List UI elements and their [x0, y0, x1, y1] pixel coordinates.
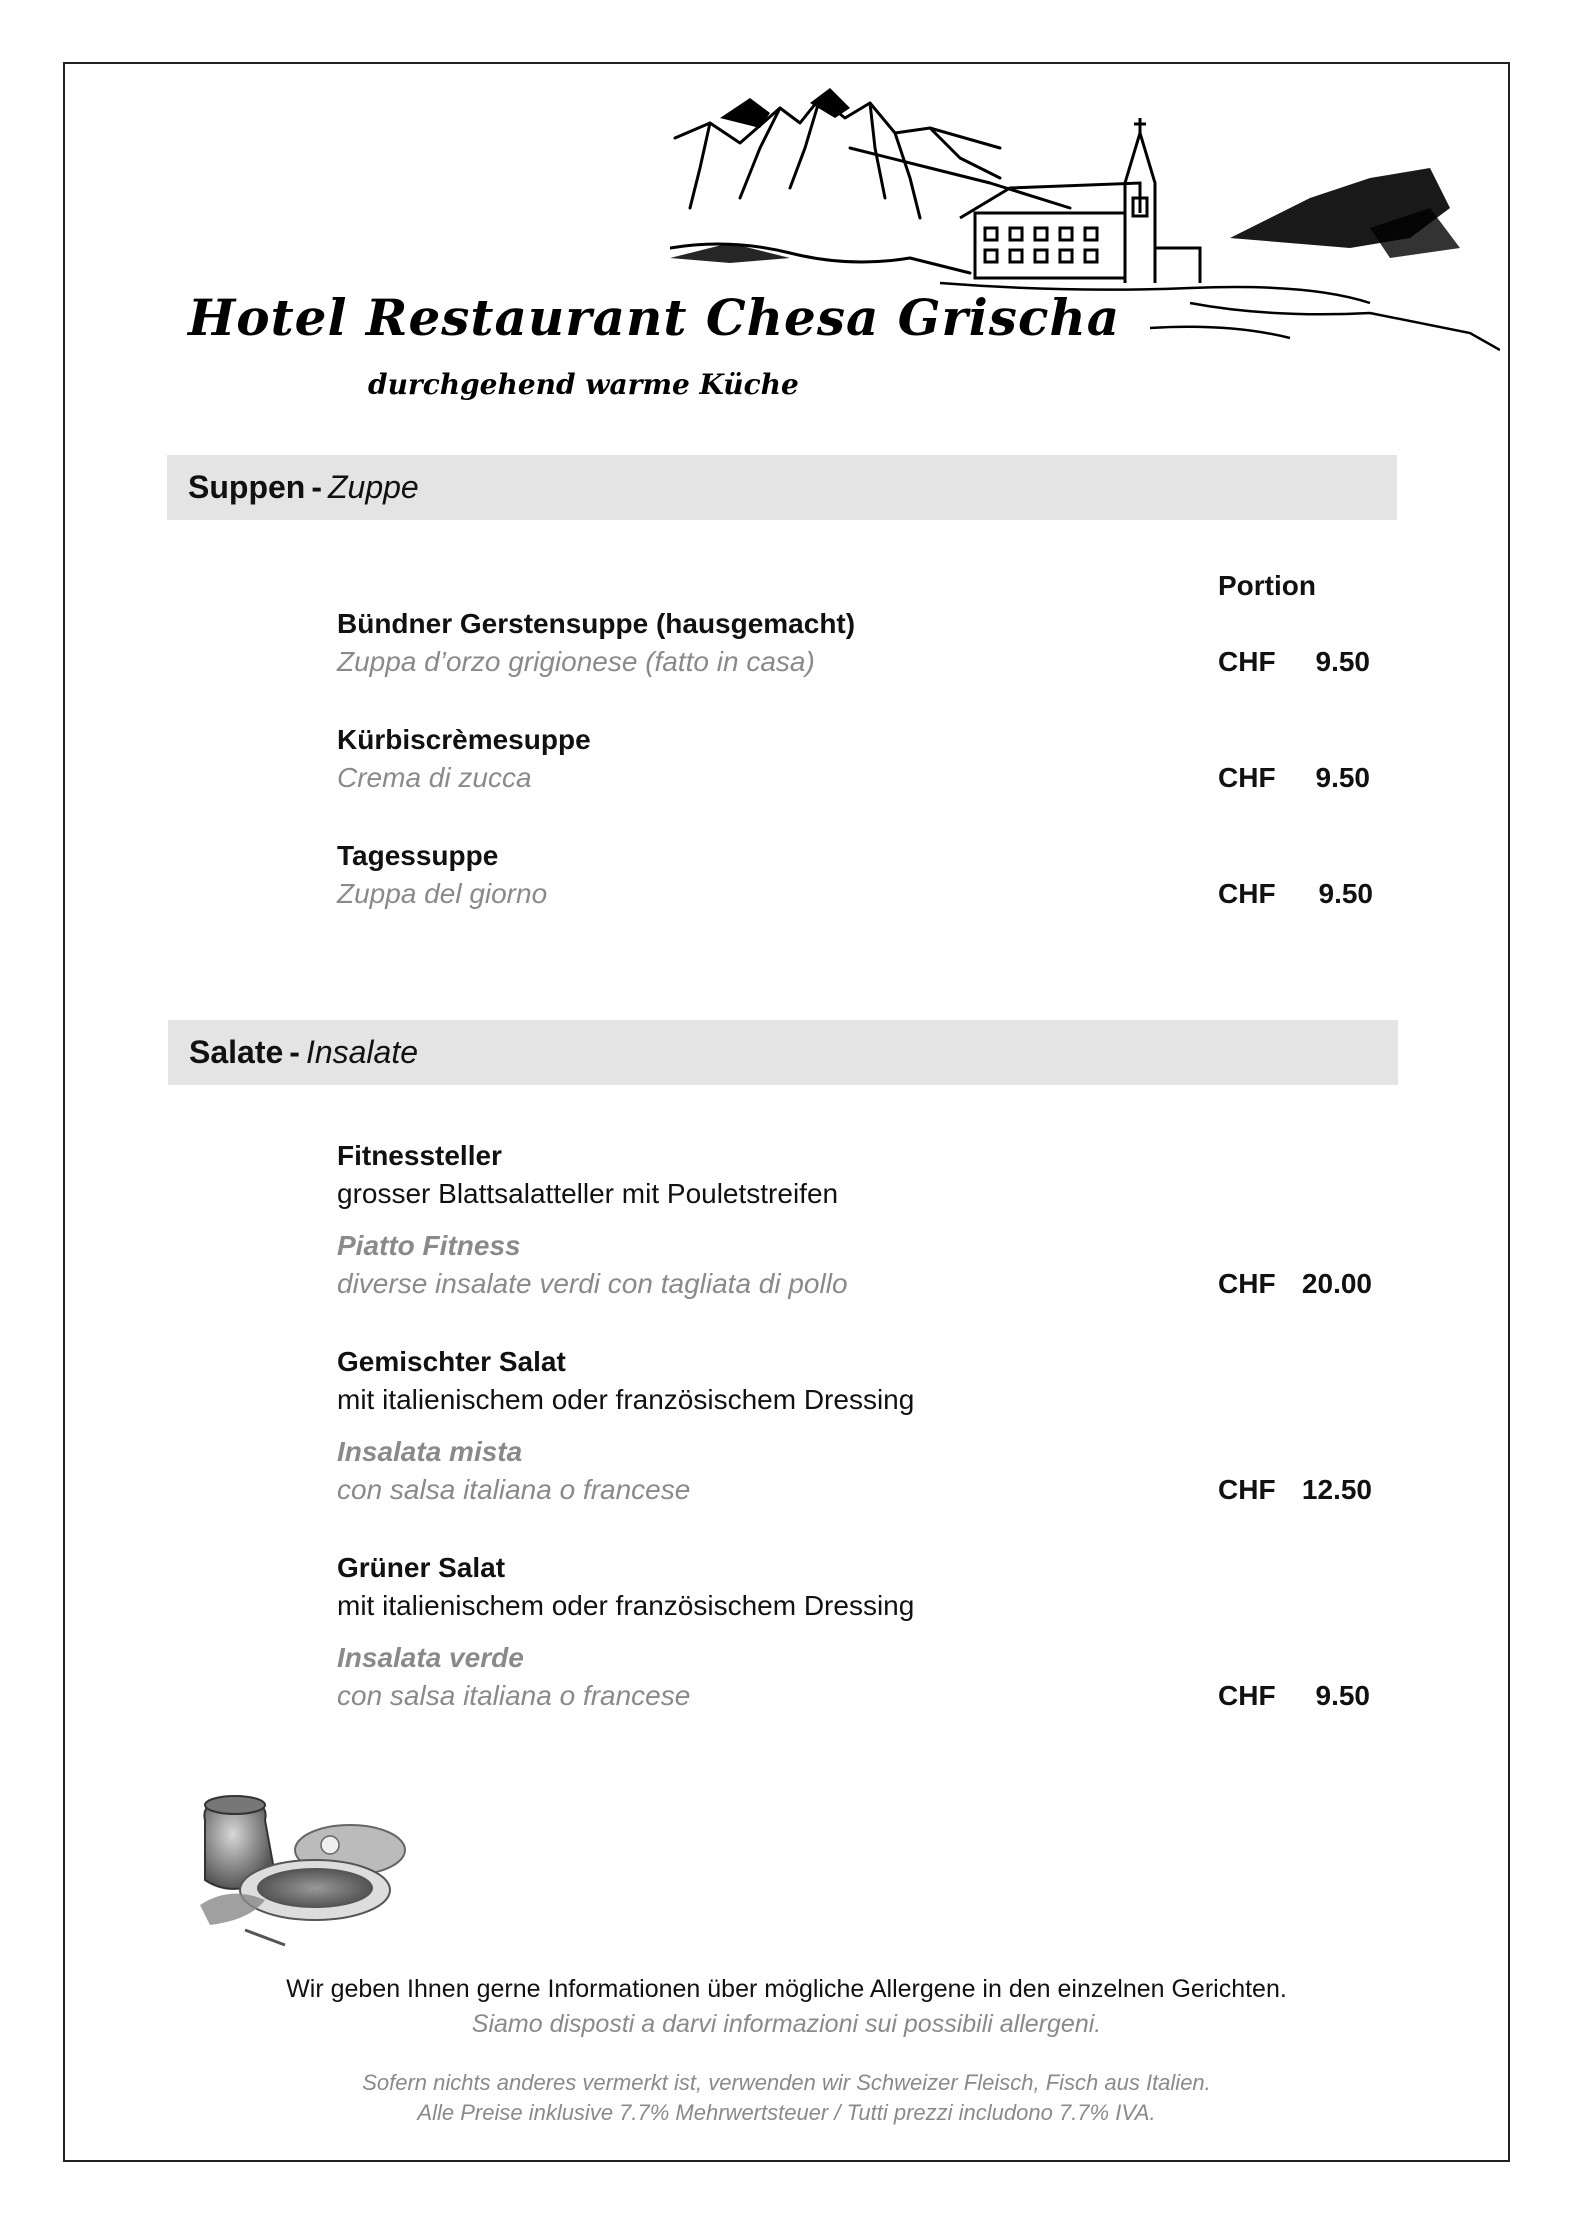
item-description-it: con salsa italiana o francese [337, 1680, 691, 1711]
allergen-info-de: Wir geben Ihnen gerne Informationen über mögliche Allergene in den einzelnen Gerichten. [286, 1975, 1287, 2003]
item-description-de: grosser Blattsalatteller mit Pouletstreifen [337, 1178, 839, 1209]
item-name-de: Fitnessteller [337, 1140, 502, 1171]
item-currency: CHF [1218, 1268, 1276, 1299]
portion-column-header: Portion [1218, 570, 1316, 601]
item-name-de: Bündner Gerstensuppe (hausgemacht) [337, 608, 856, 639]
item-currency: CHF [1218, 878, 1276, 909]
item-currency: CHF [1218, 646, 1276, 677]
section-title-de: Suppen [188, 469, 306, 505]
soup-pot-illustration [190, 1790, 410, 1950]
item-name-de: Gemischter Salat [337, 1346, 566, 1377]
item-description-it: diverse insalate verdi con tagliata di pollo [337, 1268, 848, 1299]
kitchen-hours-tagline: durchgehend warme Küche [368, 368, 799, 401]
item-name-it: Crema di zucca [337, 762, 532, 793]
origin-note: Sofern nichts anderes vermerkt ist, verwenden wir Schweizer Fleisch, Fisch aus Italien. [362, 2070, 1211, 2095]
item-description-de: mit italienischem oder französischem Dressing [337, 1384, 915, 1415]
item-name-it: Zuppa del giorno [337, 878, 548, 909]
item-name-it: Piatto Fitness [337, 1230, 521, 1261]
section-title-de: Salate [189, 1034, 284, 1070]
section-title-it: Zuppe [327, 469, 419, 505]
hotel-name: Hotel Restaurant Chesa Grischa [188, 288, 1121, 347]
item-description-de: mit italienischem oder französischem Dressing [337, 1590, 915, 1621]
item-name-it: Zuppa d’orzo grigionese (fatto in casa) [337, 646, 815, 677]
item-name-de: Grüner Salat [337, 1552, 506, 1583]
item-currency: CHF [1218, 1680, 1276, 1711]
item-currency: CHF [1218, 762, 1276, 793]
section-header-soups [167, 455, 1397, 520]
item-name-de: Tagessuppe [337, 840, 499, 871]
section-title-it: Insalate [305, 1034, 419, 1070]
item-price: 9.50 [1318, 878, 1373, 909]
item-name-it: Insalata verde [337, 1642, 524, 1673]
vat-note: Alle Preise inklusive 7.7% Mehrwertsteuer / Tutti prezzi includono 7.7% IVA. [417, 2100, 1156, 2125]
section-title-separator: - [311, 469, 322, 505]
item-price: 9.50 [1315, 762, 1370, 793]
item-name-it: Insalata mista [337, 1436, 523, 1467]
section-title-separator: - [289, 1034, 300, 1070]
item-currency: CHF [1218, 1474, 1276, 1505]
section-header-salads [168, 1020, 1398, 1085]
item-price: 9.50 [1315, 646, 1370, 677]
item-price: 20.00 [1301, 1268, 1372, 1299]
item-price: 9.50 [1315, 1680, 1370, 1711]
allergen-info-it: Siamo disposti a darvi informazioni sui possibili allergeni. [471, 2010, 1102, 2038]
item-price: 12.50 [1301, 1474, 1372, 1505]
item-description-it: con salsa italiana o francese [337, 1474, 691, 1505]
item-name-de: Kürbiscrèmesuppe [337, 724, 591, 755]
